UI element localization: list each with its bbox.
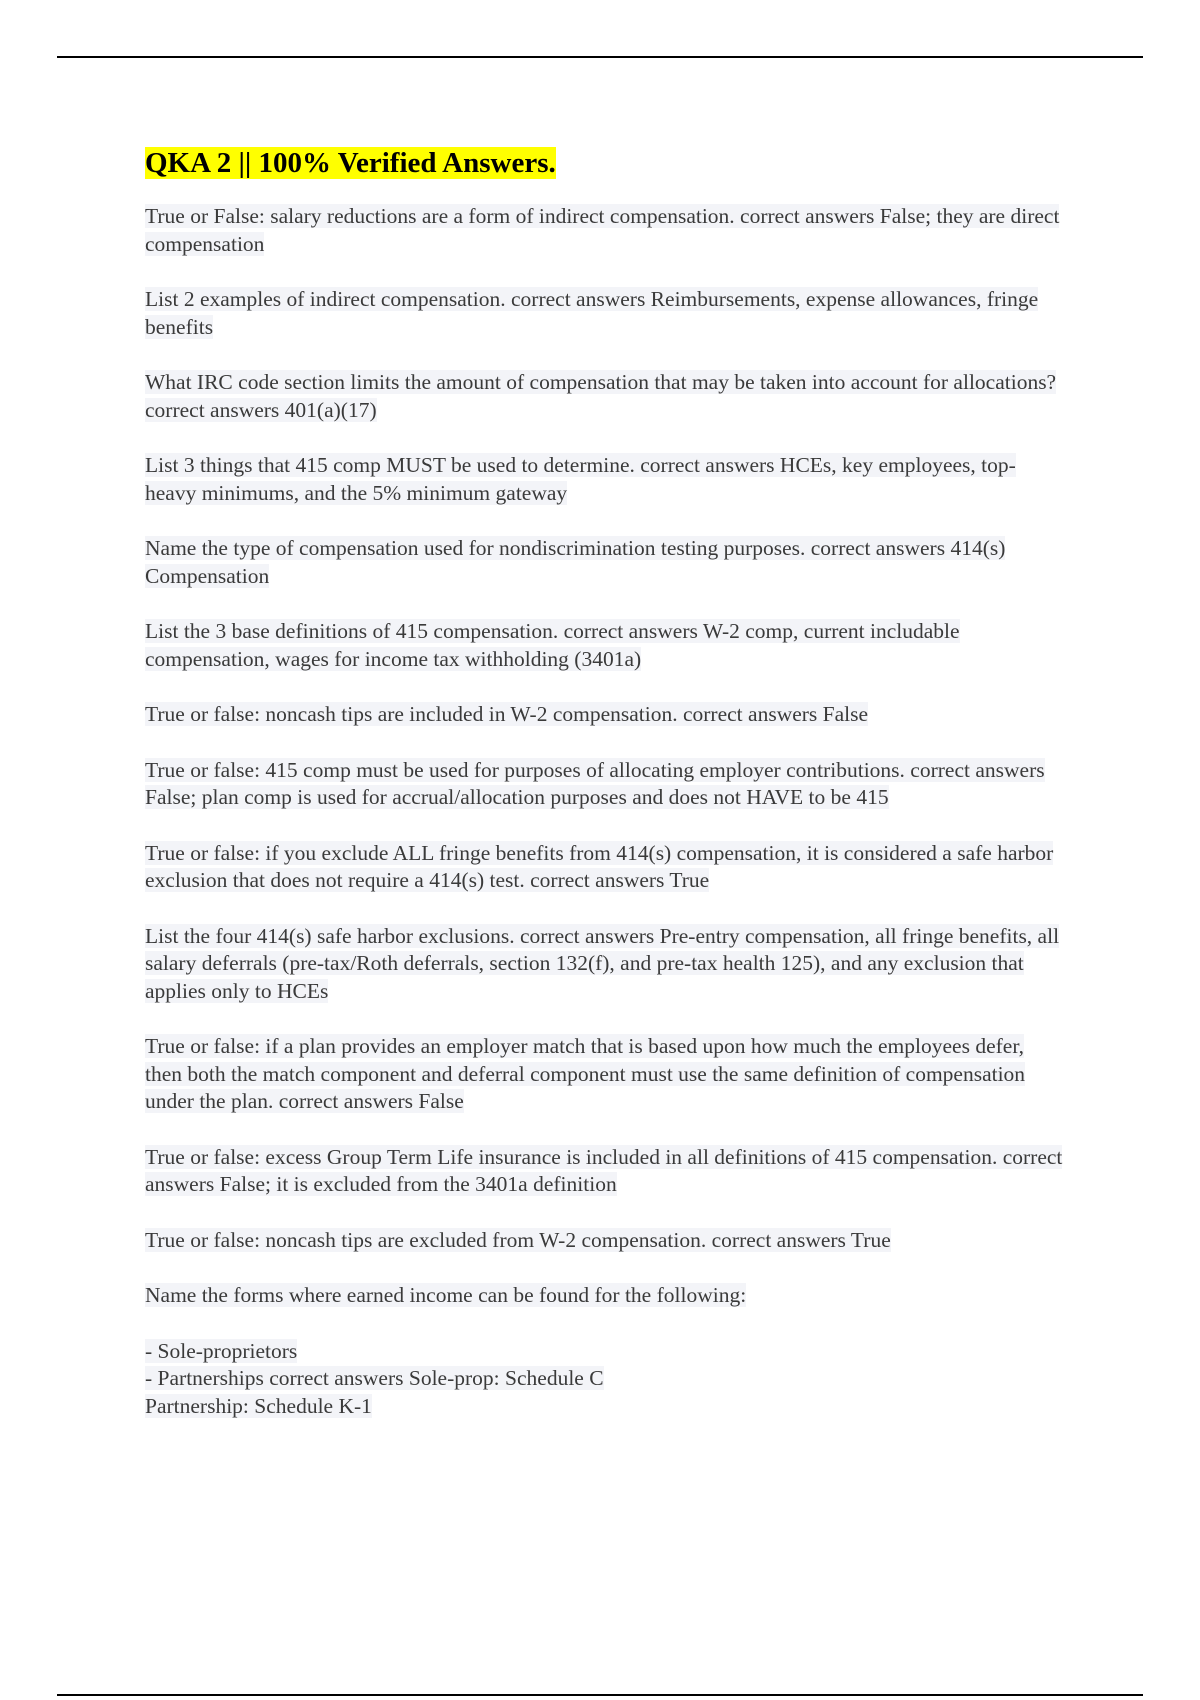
final-line: - Partnerships correct answers Sole-prop: Schedule C (145, 1366, 604, 1390)
final-line: Partnership: Schedule K-1 (145, 1393, 372, 1418)
qa-item: True or false: if you exclude ALL fringe benefits from 414(s) compensation, it is considered a safe harbor exclusion that does not require a 414(s) test. correct answers True (145, 840, 1054, 892)
qa-item: True or False: salary reductions are a form of indirect compensation. correct answers False; they are direct compensation (145, 204, 1060, 256)
qa-item: List the 3 base definitions of 415 compensation. correct answers W-2 comp, current includable compensation, wages for income tax withholding (3401a) (145, 619, 960, 671)
qa-item: List 3 things that 415 comp MUST be used to determine. correct answers HCEs, key employees, top-heavy minimums, and the 5% minimum gateway (145, 453, 1016, 505)
qa-item: List the four 414(s) safe harbor exclusions. correct answers Pre-entry compensation, all fringe benefits, all salary deferrals (pre-tax/Roth deferrals, section 132(f), and pre-tax health 125), and any exclusion that applies only to HCEs (145, 923, 1060, 1003)
qa-item: True or false: noncash tips are excluded from W-2 compensation. correct answers True (145, 1227, 891, 1252)
final-line: - Sole-proprietors (145, 1338, 298, 1363)
qa-item: Name the forms where earned income can be found for the following: (145, 1283, 747, 1307)
document-body (145, 146, 1065, 1448)
qa-item: What IRC code section limits the amount of compensation that may be taken into account for allocations? correct answers 401(a)(17) (145, 370, 1057, 422)
bottom-rule (57, 1694, 1143, 1696)
qa-item: Name the type of compensation used for nondiscrimination testing purposes. correct answers 414(s) Compensation (145, 536, 1006, 588)
qa-item: True or false: excess Group Term Life insurance is included in all definitions of 415 compensation. correct answers False; it is excluded from the 3401a definition (145, 1144, 1063, 1196)
qa-item: List 2 examples of indirect compensation. correct answers Reimbursements, expense allowances, fringe benefits (145, 287, 1039, 339)
qa-item-final (145, 1338, 1065, 1421)
qa-item: True or false: if a plan provides an employer match that is based upon how much the employees defer, then both the match component and deferral component must use the same definition of compensation under the plan. correct answers False (145, 1034, 1026, 1113)
document-title: QKA 2 || 100% Verified Answers. (145, 147, 556, 179)
qa-item: True or false: 415 comp must be used for purposes of allocating employer contributions. correct answers False; plan comp is used for accrual/allocation purposes and does not HAVE to be 415 (145, 757, 1045, 809)
qa-item: True or false: noncash tips are included in W-2 compensation. correct answers False (145, 702, 869, 726)
top-rule (57, 56, 1143, 58)
